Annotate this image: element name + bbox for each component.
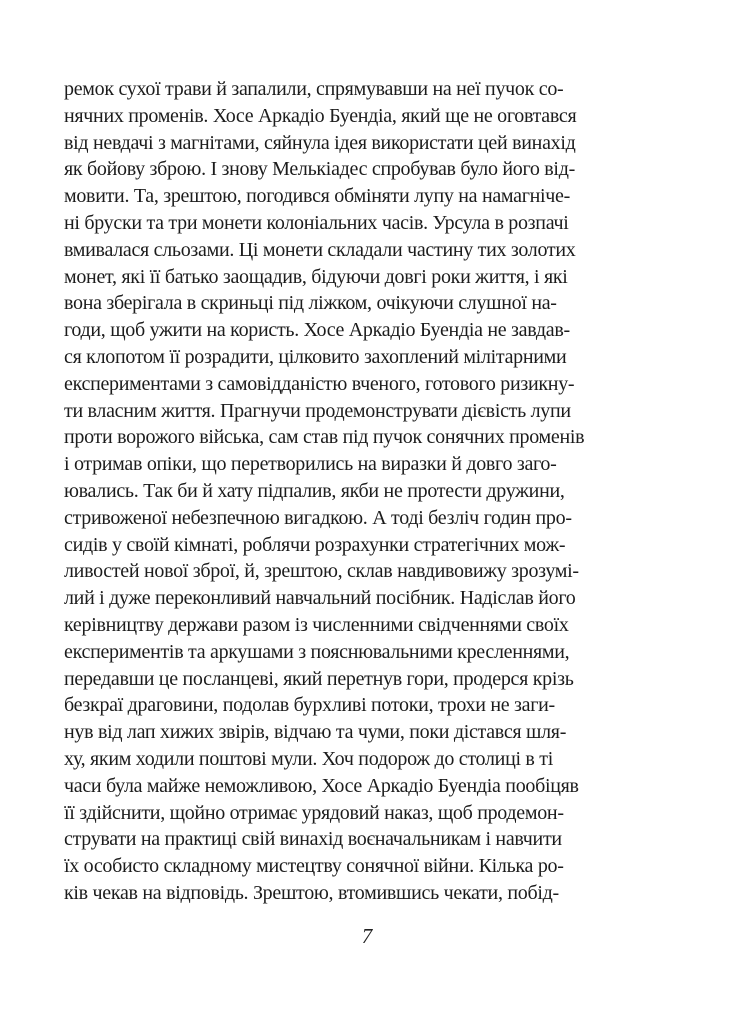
text-line: експериментів та аркушами з пояснювальними кресленнями,	[64, 640, 570, 663]
text-line: передавши це посланцеві, який перетнув гори, продерся крізь	[64, 667, 574, 690]
text-line: мовити. Та, зрештою, погодився обміняти лупу на намагніче-	[64, 185, 570, 208]
text-line: ти власним життя. Прагнучи продемонструвати дієвість лупи	[64, 399, 571, 422]
text-line: проти ворожого війська, сам став під пучок сонячних променів	[64, 426, 585, 449]
text-line: стривоженої небезпечною вигадкою. А тоді безліч годин про-	[64, 506, 572, 529]
text-line: часи була майже неможливою, Хосе Аркадіо Буендіа пообіцяв	[64, 774, 579, 797]
text-line: її здійснити, щойно отримає урядовий наказ, щоб продемон-	[64, 801, 564, 824]
text-line: ся клопотом її розрадити, цілковито захоплений мілітарними	[64, 345, 567, 368]
text-line: ремок сухої трави й запалили, спрямувавши на неї пучок со-	[64, 78, 564, 100]
text-line: ків чекав на відповідь. Зрештою, втомившись чекати, побід-	[64, 881, 559, 904]
page-number: 7	[361, 924, 373, 948]
text-line: їх особисто складному мистецтву сонячної війни. Кілька ро-	[64, 855, 564, 878]
text-line: ху, яким ходили поштові мули. Хоч подорож до столиці в ті	[64, 747, 553, 770]
text-line: як бойову зброю. І знову Мелькіадес спробував було його від-	[64, 158, 575, 181]
text-line: безкраї драговини, подолав бурхливі потоки, трохи не заги-	[64, 694, 555, 717]
text-line: ливостей нової зброї, й, зрештою, склав навдивовижу зрозумі-	[64, 560, 579, 583]
text-line: ювались. Так би й хату підпалив, якби не протести дружини,	[64, 479, 565, 502]
text-line: вона зберігала в скриньці під ліжком, очікуючи слушної на-	[64, 292, 557, 315]
text-line: експериментами з самовідданістю вченого, готового ризикну-	[64, 372, 575, 395]
text-line: монет, які її батько заощадив, бідуючи довгі роки життя, і які	[64, 265, 568, 288]
text-line: струвати на практиці свій винахід воєначальникам і навчити	[64, 828, 562, 851]
text-line: лий і дуже переконливий навчальний посібник. Надіслав його	[64, 587, 576, 610]
body-text	[64, 76, 670, 907]
text-line: нув від лап хижих звірів, відчаю та чуми, поки дістався шля-	[64, 721, 567, 744]
text-line: і отримав опіки, що перетворились на виразки й довго заго-	[64, 453, 557, 476]
text-line: ні бруски та три монети колоніальних часів. Урсула в розпачі	[64, 211, 569, 234]
text-line: нячних променів. Хосе Аркадіо Буендіа, який ще не оговтався	[64, 104, 577, 127]
text-line: годи, щоб ужити на користь. Хосе Аркадіо Буендіа не завдав-	[64, 319, 570, 342]
text-line: вмивалася сльозами. Ці монети складали частину тих золотих	[64, 238, 576, 261]
text-line: сидів у своїй кімнаті, роблячи розрахунки стратегічних мож-	[64, 533, 566, 556]
text-line: від невдачі з магнітами, сяйнула ідея використати цей винахід	[64, 131, 576, 154]
text-line: керівництву держави разом із численними свідченнями своїх	[64, 613, 569, 636]
